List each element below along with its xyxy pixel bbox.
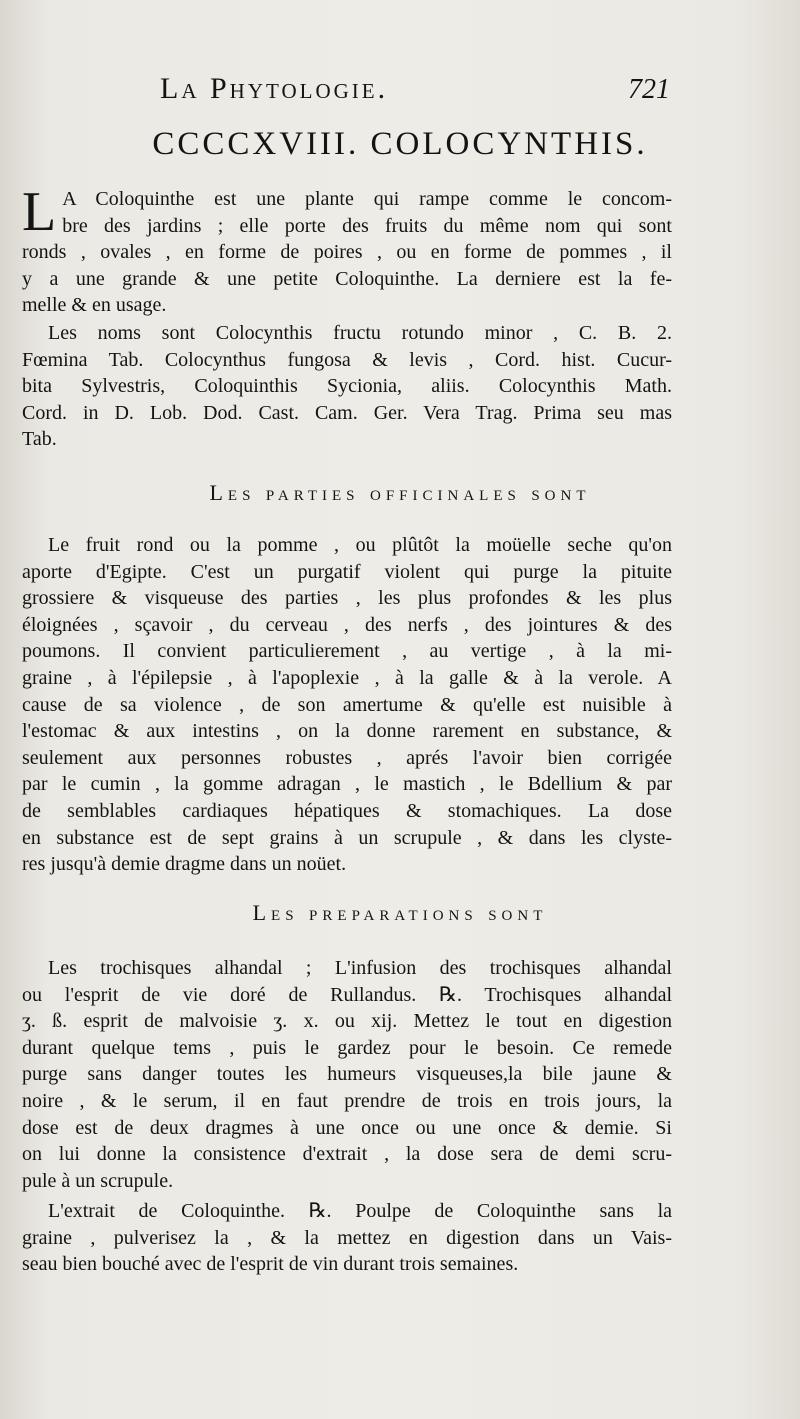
- names-line: bita Sylvestris, Coloquinthis Sycionia, aliis. Colocynthis Math.: [22, 375, 672, 398]
- names-line: Tab.: [22, 428, 57, 451]
- parties-line: éloignées , sçavoir , du cerveau , des nerfs , des jointures & des: [22, 613, 672, 636]
- section-heading-parties: Les parties officinales sont: [209, 480, 591, 505]
- preparations-line: on lui donne la consistence d'extrait , la dose sera de demi scru-: [22, 1143, 672, 1166]
- preparations-line: dose est de deux dragmes à une once ou une once & demie. Si: [22, 1116, 672, 1139]
- parties-line: par le cumin , la gomme adragan , le mastich , le Bdellium & par: [22, 773, 672, 796]
- preparations-line: ʒ. ß. esprit de malvoisie ʒ. x. ou xij. Mettez le tout en digestion: [22, 1010, 672, 1033]
- preparations-line: durant quelque tems , puis le gardez pour le besoin. Ce remede: [22, 1036, 672, 1059]
- intro-line: melle & en usage.: [22, 294, 167, 317]
- parties-line: poumons. Il convient particulierement , au vertige , à la mi-: [22, 640, 672, 663]
- parties-line: en substance est de sept grains à un scrupule , & dans les clyste-: [22, 826, 672, 849]
- extrait-line: L'extrait de Coloquinthe. ℞. Poulpe de Coloquinthe sans la: [48, 1200, 672, 1222]
- parties-line: Le fruit rond ou la pomme , ou plûtôt la moüelle seche qu'on: [48, 534, 672, 556]
- preparations-paragraph: [22, 955, 672, 1194]
- names-paragraph: [22, 320, 672, 453]
- names-line: Cord. in D. Lob. Dod. Cast. Cam. Ger. Vera Trag. Prima seu mas: [22, 401, 672, 424]
- intro-line: bre des jardins ; elle porte des fruits du même nom qui sont: [62, 214, 672, 237]
- preparations-line: ou l'esprit de vie doré de Rullandus. ℞. Trochisques alhandal: [22, 983, 672, 1006]
- parties-line: cause de sa violence , de son amertume & qu'elle est nuisible à: [22, 693, 672, 716]
- page-number: 721: [628, 74, 670, 105]
- preparations-line: Les trochisques alhandal ; L'infusion des trochisques alhandal: [48, 957, 672, 979]
- extrait-line: graine , pulverisez la , & la mettez en digestion dans un Vais-: [22, 1226, 672, 1249]
- drop-cap: L: [22, 181, 57, 243]
- intro-line: A Coloquinthe est une plante qui rampe comme le concom-: [62, 188, 672, 210]
- parties-paragraph: [22, 532, 672, 878]
- parties-line: seulement aux personnes robustes , aprés l'avoir bien corrigée: [22, 746, 672, 769]
- running-head: [150, 72, 670, 112]
- extrait-line: seau bien bouché avec de l'esprit de vin durant trois semaines.: [22, 1253, 519, 1276]
- running-title: La Phytologie.: [160, 72, 389, 105]
- intro-paragraph: [22, 181, 672, 319]
- extrait-paragraph: [22, 1198, 672, 1278]
- chapter-title: CCCCXVIII. COLOCYNTHIS.: [152, 126, 648, 162]
- names-line: Les noms sont Colocynthis fructu rotundo minor , C. B. 2.: [48, 322, 672, 344]
- parties-line: de semblables cardiaques hépatiques & stomachiques. La dose: [22, 799, 672, 822]
- section-heading-preparations: Les preparations sont: [252, 900, 548, 925]
- parties-line: res jusqu'à demie dragme dans un noüet.: [22, 853, 347, 876]
- parties-line: grossiere & visqueuse des parties , les plus profondes & les plus: [22, 587, 672, 610]
- preparations-line: pule à un scrupule.: [22, 1169, 174, 1192]
- preparations-line: noire , & le serum, il en faut prendre de trois en trois jours, la: [22, 1089, 672, 1112]
- parties-line: graine , à l'épilepsie , à l'apoplexie , à la galle & à la verole. A: [22, 666, 672, 689]
- intro-line: ronds , ovales , en forme de poires , ou en forme de pommes , il: [22, 241, 672, 264]
- parties-line: aporte d'Egipte. C'est un purgatif violent qui purge la pituite: [22, 560, 672, 583]
- preparations-line: purge sans danger toutes les humeurs visqueuses,la bile jaune &: [22, 1063, 672, 1086]
- parties-line: l'estomac & aux intestins , on la donne rarement en substance, &: [22, 720, 672, 743]
- intro-line: y a une grande & une petite Coloquinthe. La derniere est la fe-: [22, 267, 672, 290]
- names-line: Fœmina Tab. Colocynthus fungosa & levis , Cord. hist. Cucur-: [22, 348, 672, 371]
